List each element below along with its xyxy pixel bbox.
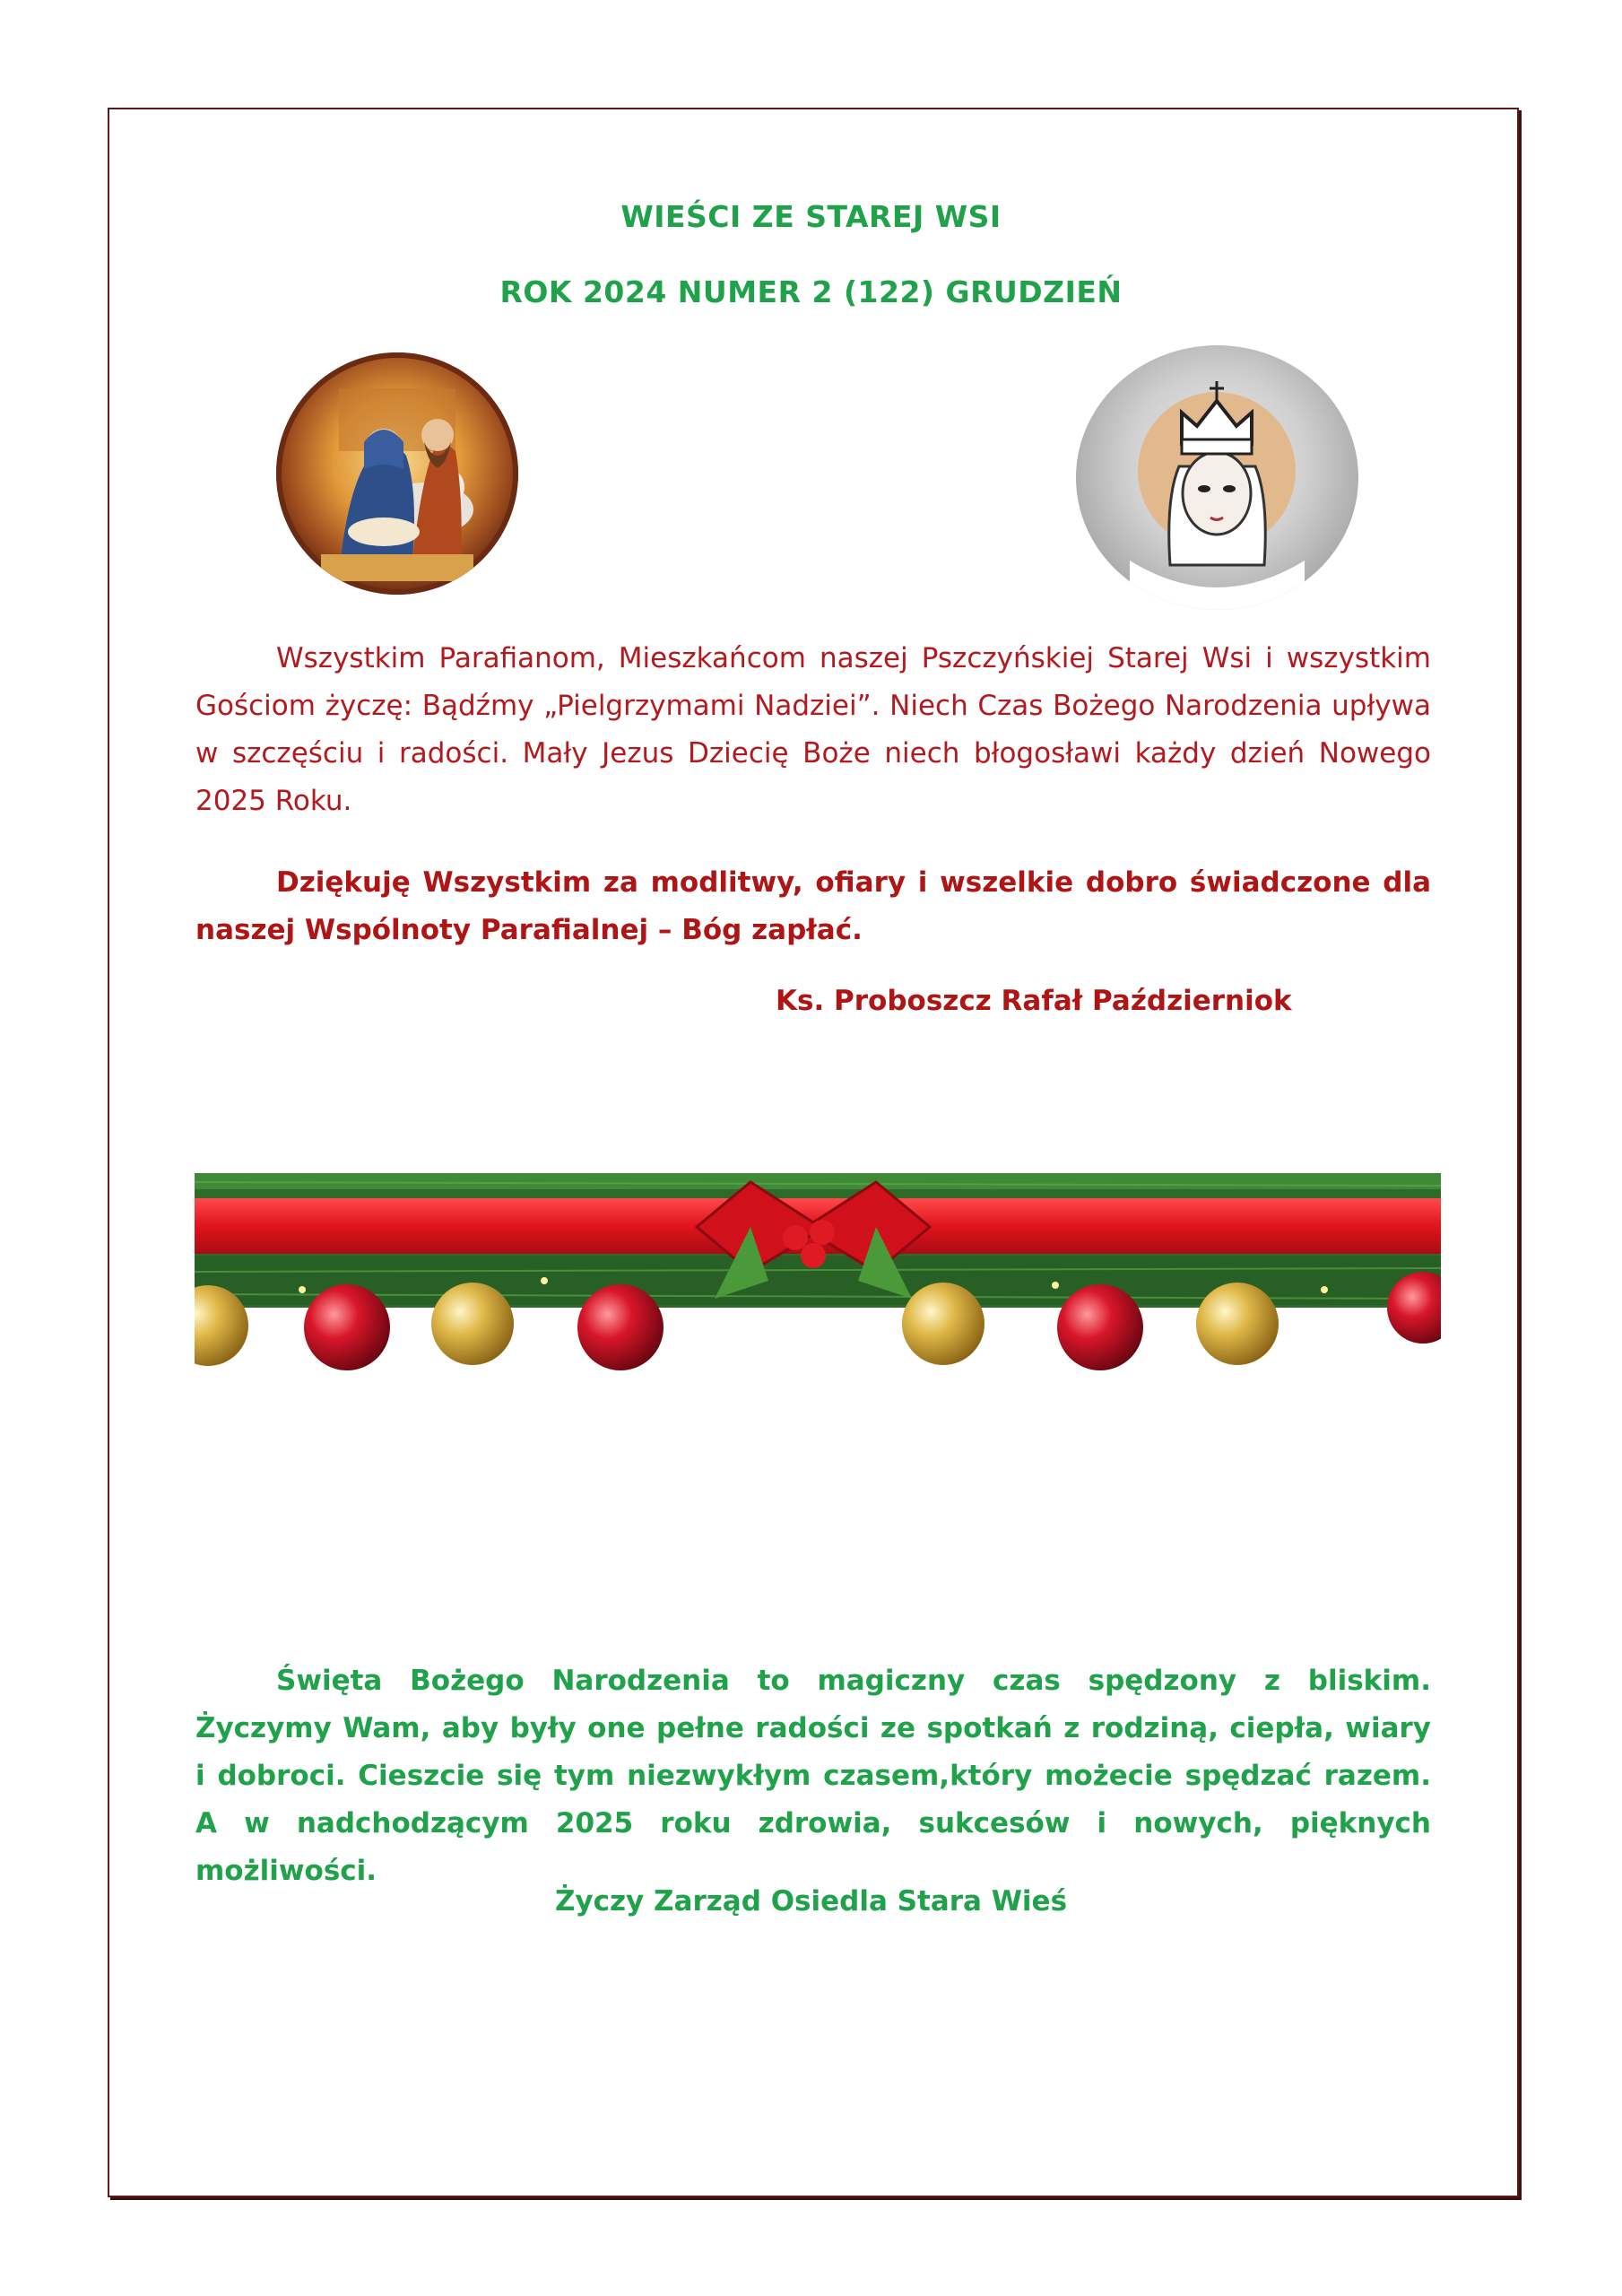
- council-greeting-text: Święta Bożego Narodzenia to magiczny czas spędzony z bliskim. Życzymy Wam, aby były one pełne radości ze spotkań z rodziną, ciepła, wiary i dobroci. Cieszcie się tym niezwykłym czasem,który możecie spędzać razem. A w nadchodzącym 2025 roku zdrowia, sukcesów i nowych, pięknych możliwości.: [195, 1665, 1431, 1887]
- christmas-garland-banner: [195, 1173, 1441, 1370]
- newsletter-title: WIEŚCI ZE STAREJ WSI: [620, 199, 1002, 234]
- council-greeting-paragraph: [195, 1657, 1431, 1895]
- priest-greeting-paragraph: [195, 635, 1431, 825]
- priest-signature: Ks. Proboszcz Rafał Październiok: [776, 985, 1292, 1017]
- issue-line: ROK 2024 NUMER 2 (122) GRUDZIEŃ: [499, 274, 1123, 309]
- nativity-medallion-image: [276, 352, 518, 595]
- saint-icon-image: [1076, 345, 1358, 610]
- priest-thanks-text: Dziękuję Wszystkim za modlitwy, ofiary i wszelkie dobro świadczone dla naszej Wspólnoty Parafialnej – Bóg zapłać.: [195, 866, 1431, 946]
- priest-thanks-paragraph: [195, 859, 1431, 954]
- council-signature: Życzy Zarząd Osiedla Stara Wieś: [554, 1885, 1068, 1918]
- priest-greeting-text: Wszystkim Parafianom, Mieszkańcom naszej Pszczyńskiej Starej Wsi i wszystkim Gościom życzę: Bądźmy „Pielgrzymami Nadziei”. Niech Czas Bożego Narodzenia upływa w szczęściu i radości. Mały Jezus Dziecię Boże niech błogosławi każdy dzień Nowego 2025 Roku.: [195, 642, 1431, 817]
